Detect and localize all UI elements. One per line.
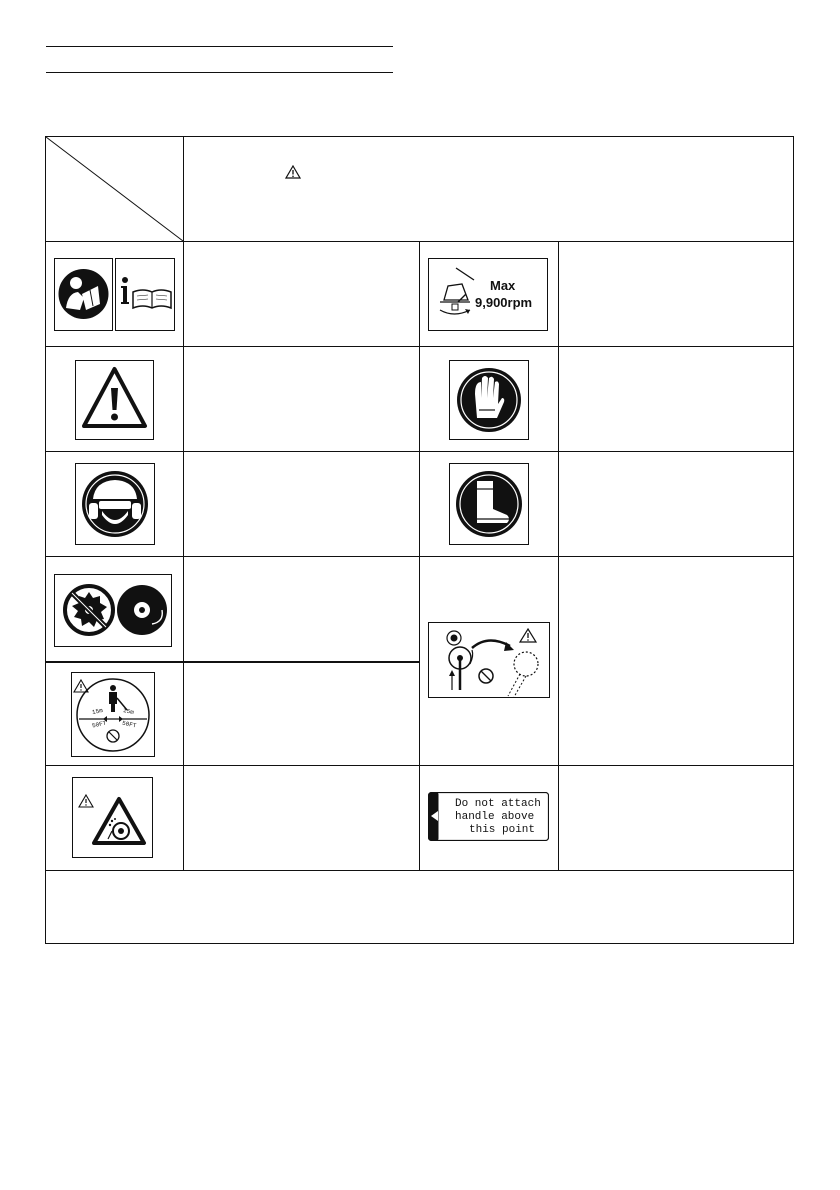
header-warning-icon [285, 165, 301, 179]
distance-right-meters: 15m [122, 706, 135, 717]
warning-triangle-icon [75, 360, 154, 440]
distance-left-feet: 50FT [91, 719, 107, 730]
table-col-divider [558, 241, 559, 870]
distance-right-feet: 50FT [121, 719, 137, 730]
table-col-divider [419, 241, 420, 870]
header-rule-bottom [46, 72, 393, 73]
table-col-divider [183, 136, 184, 870]
handle-position-label-icon [428, 792, 549, 841]
header-rule-top [46, 46, 393, 47]
max-speed-title: Max [490, 278, 516, 293]
corner-diagonal [45, 136, 184, 242]
read-manual-icon [54, 258, 113, 331]
wear-gloves-icon [449, 360, 529, 440]
wear-boots-icon [449, 463, 529, 545]
handle-label-line1: Do not attach [455, 798, 541, 810]
no-saw-blade-icon [54, 574, 172, 647]
thrown-objects-warning-icon [72, 777, 153, 858]
table-row-divider [45, 661, 419, 663]
blade-kickback-icon [428, 622, 550, 698]
table-row-divider [45, 870, 794, 871]
instruction-book-icon [115, 258, 175, 331]
handle-label-line3: this point [469, 824, 536, 836]
distance-left-meters: 15m [91, 706, 104, 717]
handle-label-line2: handle above [455, 811, 535, 823]
wear-helmet-goggles-ear-protection-icon [75, 463, 155, 545]
max-speed-label-icon [428, 258, 548, 331]
keep-distance-icon [71, 672, 155, 757]
max-speed-value: 9,900rpm [475, 295, 533, 310]
